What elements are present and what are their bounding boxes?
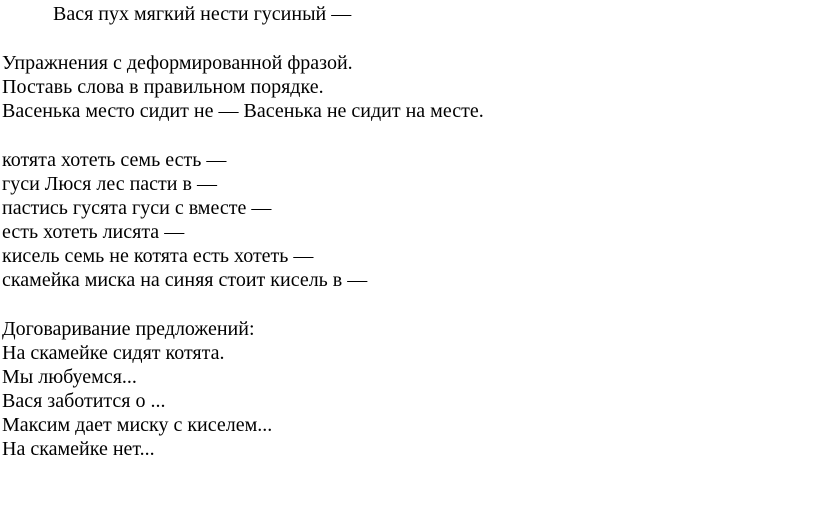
header-line: Вася пух мягкий нести гусиный — bbox=[53, 3, 352, 25]
exercise1-item: пастись гусята гуси с вместе — bbox=[2, 197, 272, 219]
exercise2-item: Мы любуемся... bbox=[2, 366, 137, 388]
exercise1-item: гуси Люся лес пасти в — bbox=[2, 173, 217, 195]
exercise1-title: Упражнения с деформированной фразой. bbox=[2, 52, 353, 74]
exercise2-title: Договаривание предложений: bbox=[2, 318, 255, 340]
exercise2-item: Вася заботится о ... bbox=[2, 390, 166, 412]
exercise2-item: На скамейке сидят котята. bbox=[2, 342, 225, 364]
exercise2-item: Максим дает миску с киселем... bbox=[2, 414, 273, 436]
exercise1-example: Васенька место сидит не — Васенька не сидит на месте. bbox=[2, 100, 484, 122]
exercise1-instruction: Поставь слова в правильном порядке. bbox=[2, 76, 324, 98]
exercise1-item: кисель семь не котята есть хотеть — bbox=[2, 245, 314, 267]
exercise1-item: есть хотеть лисята — bbox=[2, 221, 185, 243]
exercise2-item: На скамейке нет... bbox=[2, 438, 155, 460]
exercise1-item: скамейка миска на синяя стоит кисель в — bbox=[2, 269, 368, 291]
exercise1-item: котята хотеть семь есть — bbox=[2, 149, 227, 171]
